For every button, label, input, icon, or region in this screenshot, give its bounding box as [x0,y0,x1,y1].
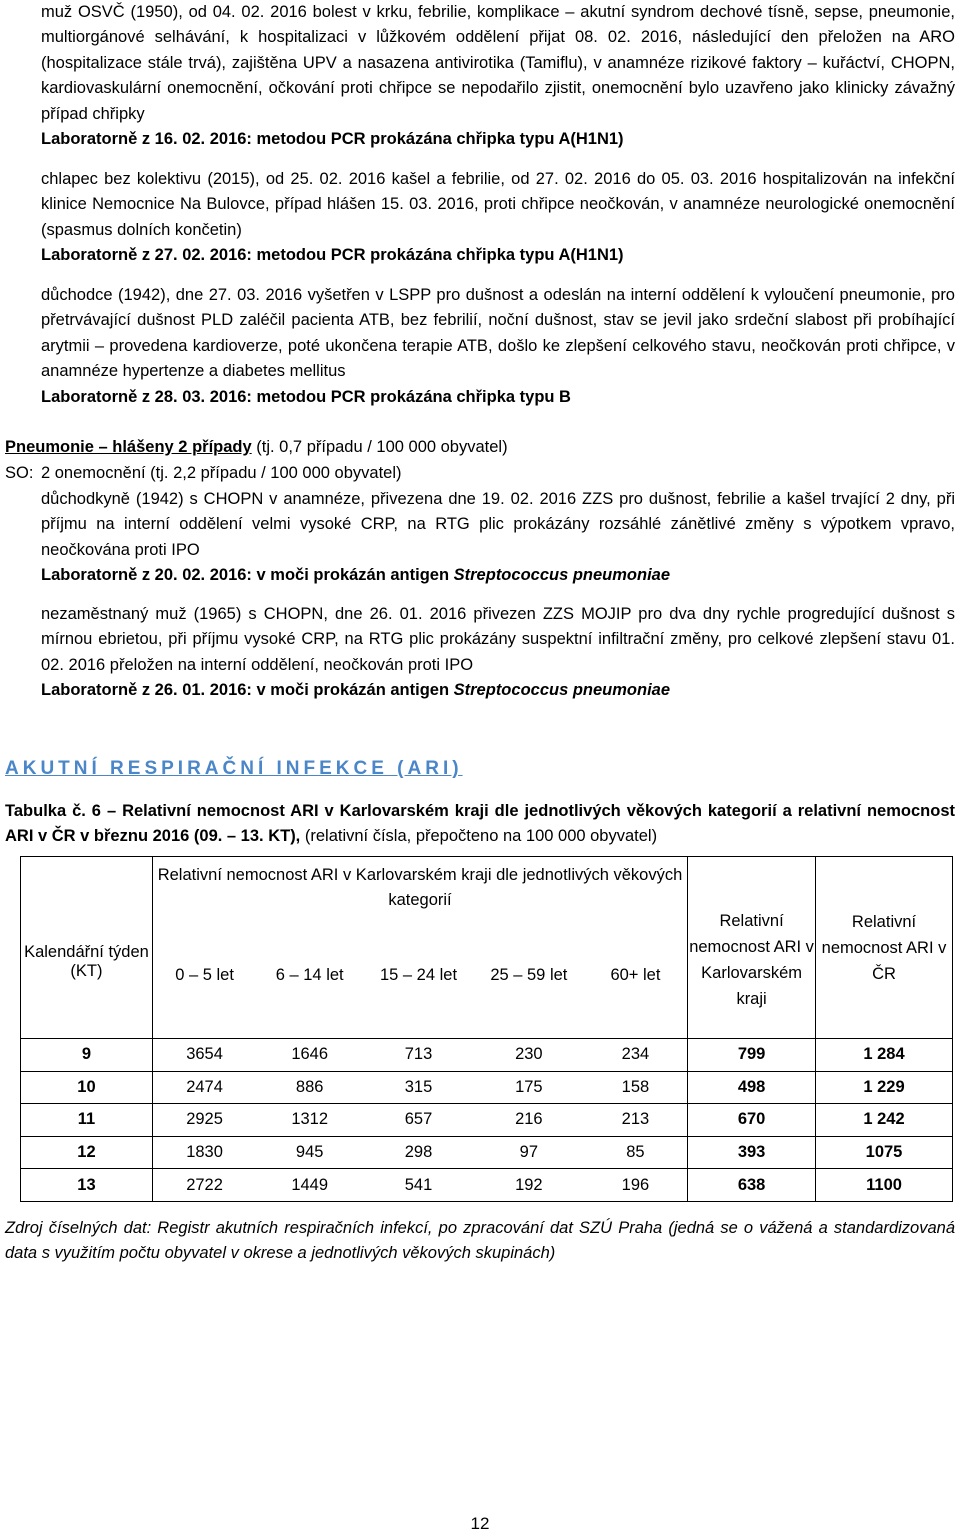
cell-value: 1312 [256,1104,363,1137]
header-age-60plus: 60+ let [610,966,661,984]
cell-value: 216 [474,1104,584,1137]
organism-name: Streptococcus pneumoniae [453,566,671,585]
cell-cr: 1 229 [816,1071,953,1104]
table-row [21,1071,953,1104]
cell-value: 713 [363,1039,474,1072]
cell-kt: 12 [21,1136,153,1169]
cell-value: 298 [363,1136,474,1169]
header-age-15-24: 15 – 24 let [379,966,458,984]
case-lab-result: Laboratorně z 20. 02. 2016: v moči prokázán antigen Streptococcus pneumoniae [41,566,671,585]
header-age-group: Relativní nemocnost ARI v Karlovarském kraji dle jednotlivých věkových kategorií [152,857,687,914]
caption-rest: (relativní čísla, přepočteno na 100 000 obyvatel) [300,827,658,845]
cell-kt: 11 [21,1104,153,1137]
ari-table [20,856,953,1202]
cell-kt: 13 [21,1169,153,1202]
table-source-note: Zdroj číselných dat: Registr akutních respiračních infekcí, po zpracování dat SZÚ Praha (jedná se o vážená a standardizovaná data s využitím počtu obyvatel v okrese a jednotlivých věkových skupinách) [5,1219,955,1262]
cell-karlovarsky: 670 [688,1104,816,1137]
header-karlovarsky: Relativní nemocnost ARI v Karlovarském kraji [688,857,816,1039]
header-age-25-59: 25 – 59 let [490,966,568,984]
cell-value: 1830 [152,1136,256,1169]
organism-name: Streptococcus pneumoniae [453,681,671,700]
so-text: 2 onemocnění (tj. 2,2 případu / 100 000 obyvatel) [41,464,402,482]
pneumonia-title: Pneumonie – hlášeny 2 případy [5,438,252,456]
table-row [21,1136,953,1169]
cell-value: 657 [363,1104,474,1137]
cell-karlovarsky: 393 [688,1136,816,1169]
cell-value: 886 [256,1071,363,1104]
cell-karlovarsky: 498 [688,1071,816,1104]
case-description: důchodce (1942), dne 27. 03. 2016 vyšetřen v LSPP pro dušnost a odeslán na interní oddělení k vyloučení pneumonie, pro přetrvávající dušnost PLD zaléčil pacienta ATB, bez febrilií, noční dušnost, stav se jevil jako srdeční slabost při probíhající arytmii – provedena kardioverze, poté ukončena terapie ATB, došlo ke zlepšení celkového stavu, neočkován proti chřipce, v anamnéze hypertenze a diabetes mellitus [41,286,955,381]
cell-value: 97 [474,1136,584,1169]
cell-value: 213 [584,1104,688,1137]
cell-value: 85 [584,1136,688,1169]
influenza-case-3 [41,283,955,410]
case-description: chlapec bez kolektivu (2015), od 25. 02. 2016 kašel a febrilie, od 27. 02. 2016 do 05. 03. 2016 hospitalizován na infekční klinice Nemocnice Na Bulovce, případ hlášen 15. 03. 2016, proti chřipce neočkován, v anamnéze neurologické onemocnění (spasmus dolních končetin) [41,170,955,239]
cell-value: 158 [584,1071,688,1104]
case-description: nezaměstnaný muž (1965) s CHOPN, dne 26. 01. 2016 přivezen ZZS MOJIP pro dva dny rychle progredující dušnost s mírnou ebrietou, při příjmu vysoké CRP, na RTG plic prokázány suspektní infiltrační změny, pro celkové zlepšení stavu 01. 02. 2016 přeložen na interní oddělení, neočkován proti IPO [41,605,955,674]
cell-cr: 1100 [816,1169,953,1202]
case-lab-result: Laboratorně z 28. 03. 2016: metodou PCR prokázána chřipka typu B [41,387,571,406]
table-row [21,1169,953,1202]
cell-value: 196 [584,1169,688,1202]
cell-value: 175 [474,1071,584,1104]
case-lab-result: Laboratorně z 27. 02. 2016: metodou PCR prokázána chřipka typu A(H1N1) [41,246,624,265]
pneumonia-heading [5,435,508,459]
cell-kt: 10 [21,1071,153,1104]
cell-karlovarsky: 638 [688,1169,816,1202]
cell-karlovarsky: 799 [688,1039,816,1072]
cell-value: 192 [474,1169,584,1202]
cell-kt: 9 [21,1039,153,1072]
header-age-6-14: 6 – 14 let [275,966,344,984]
pneumonia-rate: (tj. 0,7 případu / 100 000 obyvatel) [251,438,508,456]
cell-value: 230 [474,1039,584,1072]
header-kt: Kalendářní týden (KT) [21,857,153,1039]
header-cr: Relativní nemocnost ARI v ČR [816,857,953,1039]
cell-value: 2722 [152,1169,256,1202]
cell-value: 3654 [152,1039,256,1072]
table-caption [5,799,955,849]
page-number: 12 [470,1514,490,1533]
cell-value: 945 [256,1136,363,1169]
cell-value: 2474 [152,1071,256,1104]
case-lab-result: Laboratorně z 16. 02. 2016: metodou PCR prokázána chřipka typu A(H1N1) [41,130,624,149]
table-row [21,1104,953,1137]
cell-cr: 1 284 [816,1039,953,1072]
case-description: důchodkyně (1942) s CHOPN v anamnéze, přivezena dne 19. 02. 2016 ZZS pro dušnost, febrilie a kašel trvající 2 dny, při příjmu na interní oddělení velmi vysoké CRP, na RTG plic prokázány rozsáhlé zánětlivé změny s výpotkem vpravo, neočkována proti IPO [41,490,955,559]
caption-bold: Tabulka č. 6 – Relativní nemocnost ARI v Karlovarském kraji dle jednotlivých věkových kategorií a relativní nemocnost ARI v ČR v březnu 2016 (09. – 13. KT), [5,802,955,845]
cell-value: 315 [363,1071,474,1104]
cell-value: 541 [363,1169,474,1202]
cell-value: 2925 [152,1104,256,1137]
influenza-case-1 [41,0,955,152]
pneumonia-case-1 [41,487,955,589]
cell-cr: 1 242 [816,1104,953,1137]
so-line [5,461,402,485]
case-lab-result: Laboratorně z 26. 01. 2016: v moči prokázán antigen Streptococcus pneumoniae [41,681,671,700]
so-label: SO: [5,464,34,482]
cell-value: 1449 [256,1169,363,1202]
pneumonia-case-2 [41,602,955,704]
influenza-case-2 [41,167,955,269]
header-age-0-5: 0 – 5 let [175,966,234,984]
cell-value: 234 [584,1039,688,1072]
cell-value: 1646 [256,1039,363,1072]
case-description: muž OSVČ (1950), od 04. 02. 2016 bolest v krku, febrilie, komplikace – akutní syndrom dechové tísně, sepse, pneumonie, multiorgánové selhávání, k hospitalizaci v lůžkovém oddělení přijat 08. 02. 2016, následující den přeložen na ARO (hospitalizace stále trvá), zajištěna UPV a nasazena antivirotika (Tamiflu), v anamnéze rizikové faktory – kuřáctví, CHOPN, kardiovaskulární onemocnění, očkování proti chřipce se nepodařilo zjistit, onemocnění bylo uzavřeno jako klinicky závažný případ chřipky [41,3,955,123]
cell-cr: 1075 [816,1136,953,1169]
section-heading-ari: AKUTNÍ RESPIRAČNÍ INFEKCE (ARI) [5,758,463,779]
table-row [21,1039,953,1072]
